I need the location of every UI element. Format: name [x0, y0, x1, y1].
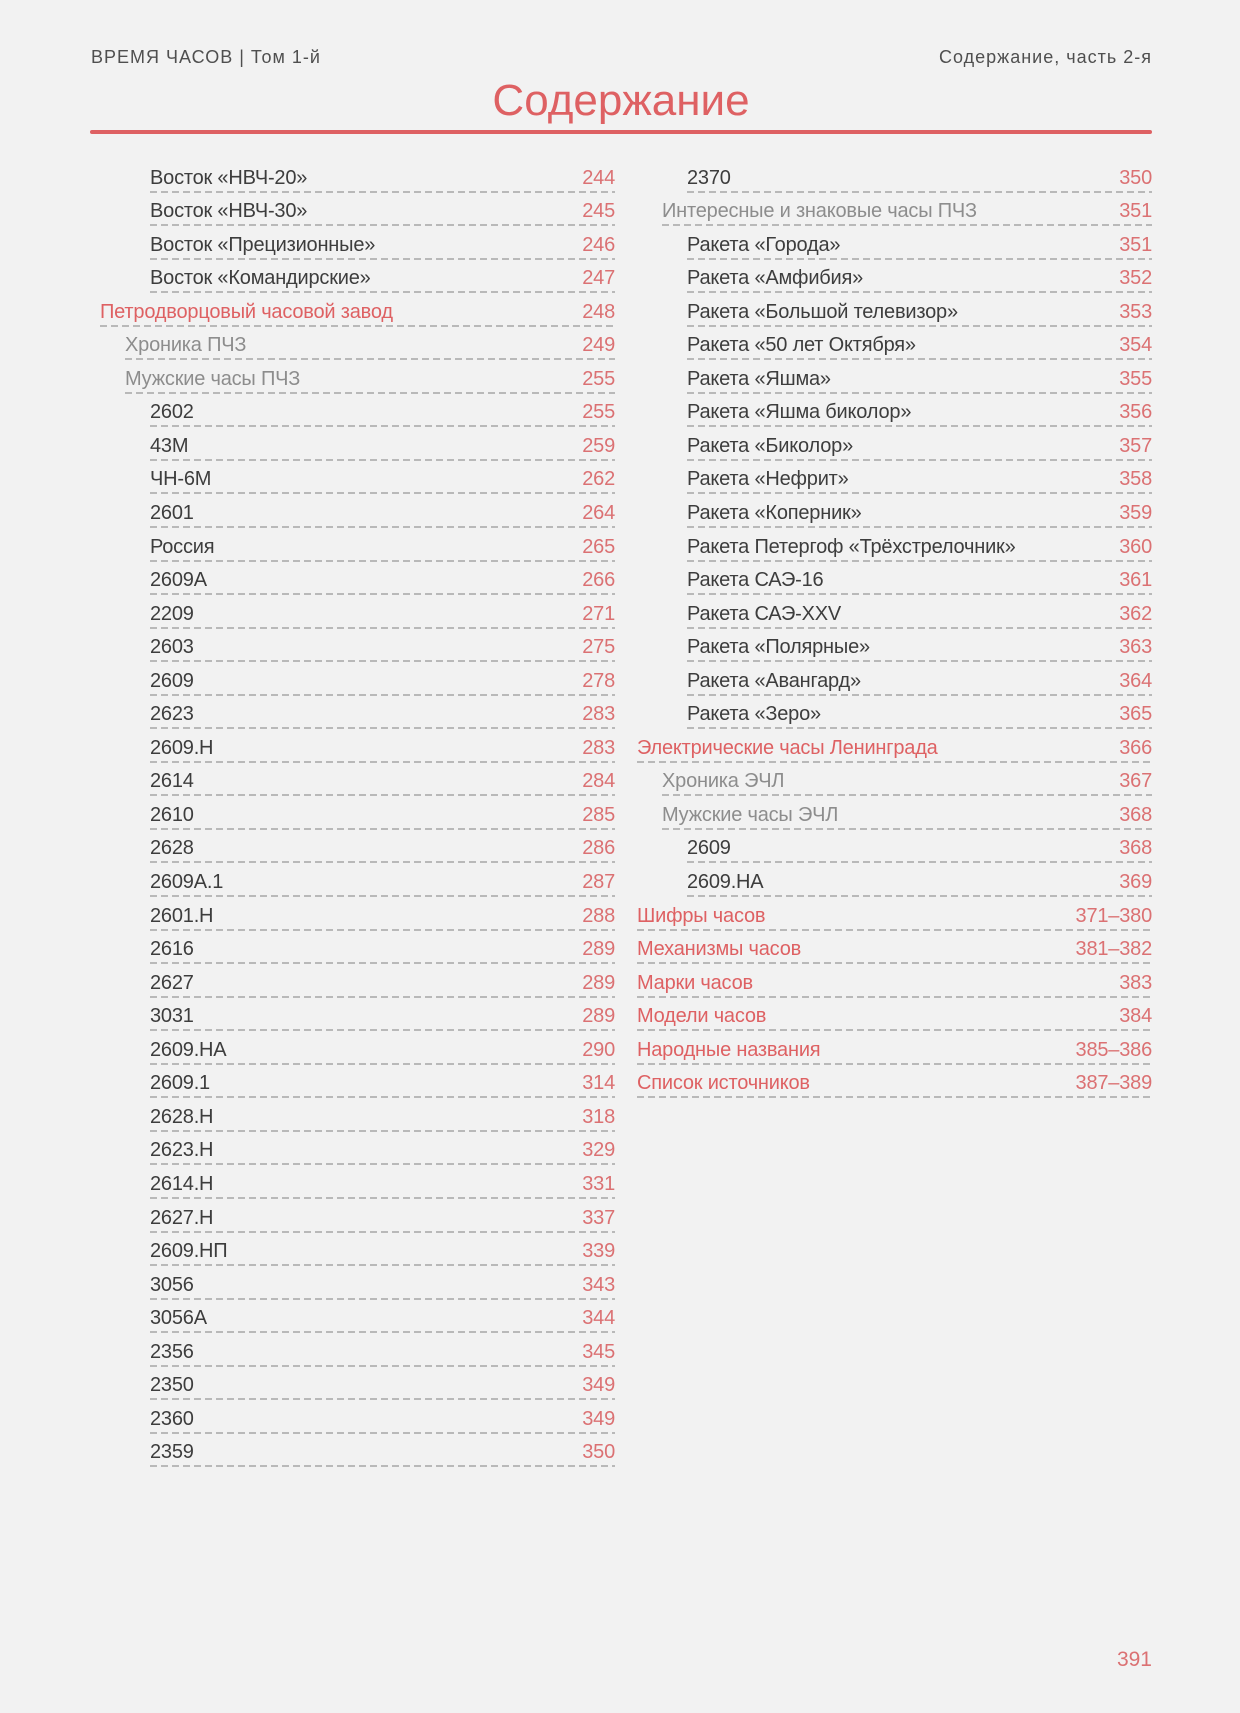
toc-entry-page: 249 [582, 334, 615, 357]
toc-entry-page: 287 [582, 871, 615, 894]
toc-entry-label: Ракета Петергоф «Трёхстрелочник» [687, 535, 1016, 558]
toc-entry-label: 2359 [150, 1441, 194, 1464]
toc-entry-label: Ракета «Города» [687, 233, 841, 256]
toc-entry-label: 2627.Н [150, 1206, 214, 1229]
toc-entry-label: 2609 [150, 669, 194, 692]
toc-entry[interactable] [150, 1098, 615, 1132]
toc-entry[interactable] [687, 360, 1152, 394]
toc-entry[interactable] [150, 595, 615, 629]
toc-entry-page: 385–386 [1075, 1038, 1152, 1061]
toc-entry[interactable] [637, 998, 1152, 1032]
toc-entry[interactable] [150, 1400, 615, 1434]
toc-entry[interactable] [687, 830, 1152, 864]
toc-entry[interactable] [687, 293, 1152, 327]
toc-entry-page: 354 [1119, 334, 1152, 357]
toc-entry-page: 246 [582, 233, 615, 256]
toc-entry-page: 350 [1119, 166, 1152, 189]
toc-entry-label: 2360 [150, 1407, 194, 1430]
toc-entry[interactable] [687, 662, 1152, 696]
toc-entry[interactable] [150, 1333, 615, 1367]
toc-entry-page: 356 [1119, 401, 1152, 424]
toc-entry-label: Ракета «Нефрит» [687, 468, 849, 491]
toc-entry[interactable] [150, 796, 615, 830]
toc-entry-page: 383 [1119, 971, 1152, 994]
page-title: Содержание [492, 76, 750, 125]
toc-entry[interactable] [150, 1300, 615, 1334]
toc-entry-page: 344 [582, 1307, 615, 1330]
toc-entry-page: 329 [582, 1139, 615, 1162]
toc-entry-label: Ракета «Полярные» [687, 636, 870, 659]
toc-entry-page: 360 [1119, 535, 1152, 558]
toc-entry-label: Электрические часы Ленинграда [637, 736, 938, 759]
toc-entry-page: 271 [582, 602, 615, 625]
toc-entry-label: Механизмы часов [637, 938, 802, 961]
toc-entry-page: 350 [582, 1441, 615, 1464]
toc-entry[interactable] [150, 1233, 615, 1267]
toc-entry-label: 2603 [150, 636, 194, 659]
toc-entry-page: 247 [582, 267, 615, 290]
toc-entry[interactable] [687, 427, 1152, 461]
toc-entry-page: 288 [582, 904, 615, 927]
toc-entry-page: 349 [582, 1374, 615, 1397]
toc-entry-page: 368 [1119, 837, 1152, 860]
toc-entry-page: 290 [582, 1038, 615, 1061]
toc-entry-label: 2614 [150, 770, 194, 793]
toc-entry-label: 2602 [150, 401, 194, 424]
toc-entry-label: Список источников [637, 1072, 810, 1095]
toc-entry[interactable] [150, 159, 615, 193]
toc-entry-label: Мужские часы ПЧЗ [125, 367, 301, 390]
toc-entry[interactable] [637, 1065, 1152, 1099]
toc-entry[interactable] [150, 528, 615, 562]
toc-entry-label: Народные названия [637, 1038, 821, 1061]
toc-entry-label: Ракета «Большой телевизор» [687, 300, 958, 323]
toc-entry-page: 345 [582, 1340, 615, 1363]
toc-entry-page: 286 [582, 837, 615, 860]
toc-entry-label: 2601 [150, 502, 194, 525]
toc-entry[interactable] [150, 494, 615, 528]
toc-entry[interactable] [150, 1434, 615, 1468]
toc-entry[interactable] [150, 1132, 615, 1166]
toc-entry-page: 255 [582, 401, 615, 424]
toc-entry-label: 2628.Н [150, 1105, 214, 1128]
toc-entry[interactable] [150, 998, 615, 1032]
toc-entry[interactable] [687, 863, 1152, 897]
toc-entry[interactable] [687, 461, 1152, 495]
toc-entry-label: Ракета САЭ-XXV [687, 602, 842, 625]
toc-entry-label: Восток «Командирские» [150, 267, 371, 290]
toc-entry-label: 2627 [150, 971, 194, 994]
toc-entry-page: 285 [582, 803, 615, 826]
toc-entry-page: 368 [1119, 803, 1152, 826]
toc-entry-label: 2609А [150, 569, 207, 592]
toc-entry-page: 371–380 [1075, 904, 1152, 927]
toc-entry-page: 264 [582, 502, 615, 525]
toc-entry-page: 259 [582, 434, 615, 457]
toc-entry[interactable] [687, 327, 1152, 361]
toc-entry-label: Ракета «50 лет Октября» [687, 334, 916, 357]
toc-entry[interactable] [687, 528, 1152, 562]
toc-entry-page: 266 [582, 569, 615, 592]
toc-entry-page: 244 [582, 166, 615, 189]
toc-entry-page: 289 [582, 938, 615, 961]
toc-entry-page: 351 [1119, 233, 1152, 256]
toc-entry-label: Россия [150, 535, 215, 558]
toc-entry-label: 3056 [150, 1273, 194, 1296]
toc-entry-page: 248 [582, 300, 615, 323]
toc-entry[interactable] [150, 696, 615, 730]
toc-entry-page: 359 [1119, 502, 1152, 525]
toc-entry[interactable] [150, 461, 615, 495]
toc-entry[interactable] [662, 796, 1152, 830]
toc-entry[interactable] [150, 964, 615, 998]
toc-entry-page: 318 [582, 1105, 615, 1128]
toc-entry[interactable] [125, 327, 615, 361]
toc-entry[interactable] [150, 662, 615, 696]
toc-entry-label: 43М [150, 434, 189, 457]
toc-entry-page: 343 [582, 1273, 615, 1296]
toc-entry-label: 2609.Н [150, 736, 214, 759]
toc-entry-label: 2609.НА [150, 1038, 227, 1061]
toc-entry[interactable] [150, 394, 615, 428]
toc-entry[interactable] [150, 863, 615, 897]
toc-entry-label: Ракета «Коперник» [687, 502, 862, 525]
toc-entry-page: 366 [1119, 736, 1152, 759]
toc-entry[interactable] [637, 964, 1152, 998]
toc-entry-label: 2609.1 [150, 1072, 210, 1095]
toc-entry-label: 2609А.1 [150, 871, 224, 894]
toc-entry[interactable] [150, 226, 615, 260]
toc-entry[interactable] [150, 931, 615, 965]
toc-entry-label: Хроника ПЧЗ [125, 334, 247, 357]
toc-entry-label: 3056А [150, 1307, 207, 1330]
toc-entry-label: 2616 [150, 938, 194, 961]
toc-entry-page: 365 [1119, 703, 1152, 726]
toc-entry-page: 245 [582, 200, 615, 223]
toc-entry[interactable] [150, 1165, 615, 1199]
toc-entry-label: Мужские часы ЭЧЛ [662, 803, 839, 826]
toc-entry-page: 357 [1119, 434, 1152, 457]
toc-entry-page: 384 [1119, 1005, 1152, 1028]
toc-entry-label: Шифры часов [637, 904, 766, 927]
toc-entry[interactable] [687, 394, 1152, 428]
toc-entry-label: Ракета «Яшма» [687, 367, 831, 390]
toc-entry[interactable] [687, 696, 1152, 730]
toc-entry-page: 364 [1119, 669, 1152, 692]
toc-entry[interactable] [637, 1031, 1152, 1065]
toc-entry[interactable] [150, 427, 615, 461]
toc-entry[interactable] [150, 897, 615, 931]
toc-entry[interactable] [150, 193, 615, 227]
toc-entry-label: Восток «НВЧ-20» [150, 166, 308, 189]
toc-entry[interactable] [687, 260, 1152, 294]
toc-entry[interactable] [687, 159, 1152, 193]
toc-entry-label: Ракета «Амфибия» [687, 267, 864, 290]
toc-entry[interactable] [687, 629, 1152, 663]
toc-entry-label: Ракета САЭ-16 [687, 569, 824, 592]
title-underline-rule [90, 130, 1152, 134]
toc-entry[interactable] [150, 830, 615, 864]
toc-entry-label: 2209 [150, 602, 194, 625]
toc-entry-label: Ракета «Авангард» [687, 669, 861, 692]
toc-entry[interactable] [150, 562, 615, 596]
toc-entry-label: 2614.Н [150, 1172, 214, 1195]
toc-entry-page: 278 [582, 669, 615, 692]
toc-entry-page: 367 [1119, 770, 1152, 793]
toc-column-left [100, 159, 615, 1467]
toc-entry[interactable] [150, 1199, 615, 1233]
toc-entry[interactable] [150, 1031, 615, 1065]
toc-entry-page: 349 [582, 1407, 615, 1430]
toc-entry-page: 362 [1119, 602, 1152, 625]
toc-entry-label: Ракета «Яшма биколор» [687, 401, 912, 424]
toc-entry-page: 351 [1119, 200, 1152, 223]
toc-entry[interactable] [687, 562, 1152, 596]
toc-entry-page: 358 [1119, 468, 1152, 491]
toc-entry[interactable] [150, 1065, 615, 1099]
toc-entry[interactable] [687, 595, 1152, 629]
toc-entry-page: 255 [582, 367, 615, 390]
toc-entry-label: Ракета «Биколор» [687, 434, 853, 457]
toc-entry-label: 2601.Н [150, 904, 214, 927]
toc-entry-label: Модели часов [637, 1005, 767, 1028]
page-number: 391 [1116, 1648, 1152, 1671]
toc-entry-label: 2370 [687, 166, 731, 189]
toc-entry[interactable] [150, 1367, 615, 1401]
toc-entry[interactable] [637, 931, 1152, 965]
toc-entry-label: 2609 [687, 837, 731, 860]
toc-entry-label: Восток «Прецизионные» [150, 233, 376, 256]
toc-entry-page: 361 [1119, 569, 1152, 592]
toc-entry-page: 387–389 [1075, 1072, 1152, 1095]
toc-entry-page: 353 [1119, 300, 1152, 323]
toc-entry-page: 355 [1119, 367, 1152, 390]
toc-entry-page: 352 [1119, 267, 1152, 290]
toc-entry-page: 284 [582, 770, 615, 793]
toc-entry-label: Ракета «Зеро» [687, 703, 821, 726]
toc-entry-page: 363 [1119, 636, 1152, 659]
toc-entry-label: 2628 [150, 837, 194, 860]
toc-entry-label: 3031 [150, 1005, 194, 1028]
toc-entry-page: 314 [582, 1072, 615, 1095]
toc-entry-label: 2610 [150, 803, 194, 826]
toc-entry[interactable] [150, 763, 615, 797]
toc-entry-label: 2623 [150, 703, 194, 726]
toc-entry-page: 265 [582, 535, 615, 558]
toc-column-right [637, 159, 1152, 1098]
toc-entry[interactable] [150, 729, 615, 763]
toc-entry[interactable] [687, 494, 1152, 528]
toc-entry[interactable] [662, 193, 1152, 227]
toc-entry[interactable] [125, 360, 615, 394]
toc-entry-label: 2356 [150, 1340, 194, 1363]
toc-entry-label: 2623.Н [150, 1139, 214, 1162]
toc-entry-page: 369 [1119, 871, 1152, 894]
toc-entry-label: Марки часов [637, 971, 753, 994]
toc-entry-page: 283 [582, 736, 615, 759]
toc-entry[interactable] [150, 629, 615, 663]
running-header-left: ВРЕМЯ ЧАСОВ | Том 1-й [91, 47, 321, 67]
toc-entry-label: Хроника ЭЧЛ [662, 770, 785, 793]
toc-entry-page: 339 [582, 1240, 615, 1263]
toc-entry-page: 381–382 [1075, 938, 1152, 961]
toc-entry[interactable] [637, 897, 1152, 931]
toc-entry-page: 262 [582, 468, 615, 491]
toc-entry-page: 283 [582, 703, 615, 726]
running-header-right: Содержание, часть 2-я [939, 47, 1152, 67]
toc-entry-label: Петродворцовый часовой завод [100, 300, 393, 323]
toc-entry-label: 2609.НП [150, 1240, 228, 1263]
toc-entry-label: 2350 [150, 1374, 194, 1397]
toc-entry[interactable] [100, 293, 615, 327]
toc-entry-page: 289 [582, 971, 615, 994]
toc-entry[interactable] [662, 763, 1152, 797]
toc-entry-label: ЧН-6М [150, 468, 212, 491]
toc-entry-label: 2609.НА [687, 871, 764, 894]
toc-entry[interactable] [150, 260, 615, 294]
toc-entry[interactable] [637, 729, 1152, 763]
toc-entry[interactable] [150, 1266, 615, 1300]
toc-entry-label: Восток «НВЧ-30» [150, 200, 308, 223]
toc-entry-page: 331 [582, 1172, 615, 1195]
toc-entry-page: 289 [582, 1005, 615, 1028]
toc-entry[interactable] [687, 226, 1152, 260]
toc-entry-page: 275 [582, 636, 615, 659]
toc-entry-page: 337 [582, 1206, 615, 1229]
toc-entry-label: Интересные и знаковые часы ПЧЗ [662, 200, 977, 223]
